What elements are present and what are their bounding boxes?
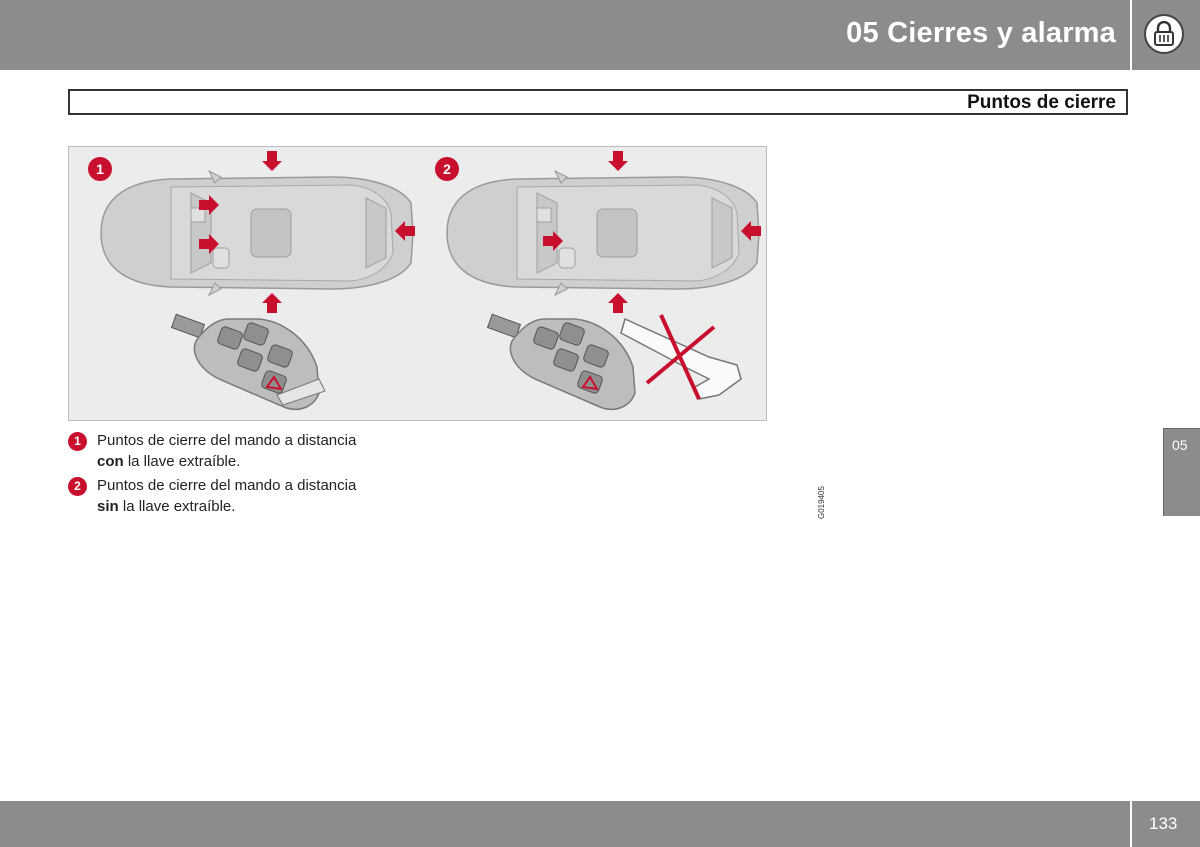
arrow-down-icon xyxy=(608,151,628,171)
legend-text: Puntos de cierre del mando a distancia xyxy=(97,432,357,449)
arrow-up-icon xyxy=(262,293,282,313)
legend-number-2: 2 xyxy=(68,477,87,496)
chapter-side-tab xyxy=(1163,428,1200,516)
car-top-view-1 xyxy=(101,171,413,295)
car-top-view-2 xyxy=(447,171,759,295)
arrow-down-icon xyxy=(262,151,282,171)
figure-illustration xyxy=(69,147,768,422)
legend-bold: con xyxy=(97,453,124,470)
section-title: Puntos de cierre xyxy=(967,92,1116,113)
arrow-up-icon xyxy=(608,293,628,313)
legend-number-1: 1 xyxy=(68,432,87,451)
legend-bold: sin xyxy=(97,498,119,515)
section-heading-bar xyxy=(68,89,1128,115)
lock-icon xyxy=(1144,14,1184,54)
page-footer xyxy=(0,801,1130,847)
remote-key-with-blade xyxy=(172,314,325,409)
legend-text: Puntos de cierre del mando a distancia xyxy=(97,477,357,494)
svg-text:1: 1 xyxy=(96,161,104,177)
svg-text:2: 2 xyxy=(443,161,451,177)
chapter-icon-box xyxy=(1132,0,1200,70)
legend-text-after: la llave extraíble. xyxy=(122,498,236,515)
callout-marker-1 xyxy=(88,157,112,181)
page-header xyxy=(0,0,1130,70)
chapter-tab-label: 05 xyxy=(1172,437,1188,453)
page-number: 133 xyxy=(1149,814,1178,833)
legend-text-after: la llave extraíble. xyxy=(127,453,241,470)
figure-code: G019405 xyxy=(817,486,826,519)
remote-key-without-blade xyxy=(488,314,635,409)
page-number-box xyxy=(1132,801,1200,847)
chapter-title: 05 Cierres y alarma xyxy=(846,17,1116,49)
callout-marker-2 xyxy=(435,157,459,181)
